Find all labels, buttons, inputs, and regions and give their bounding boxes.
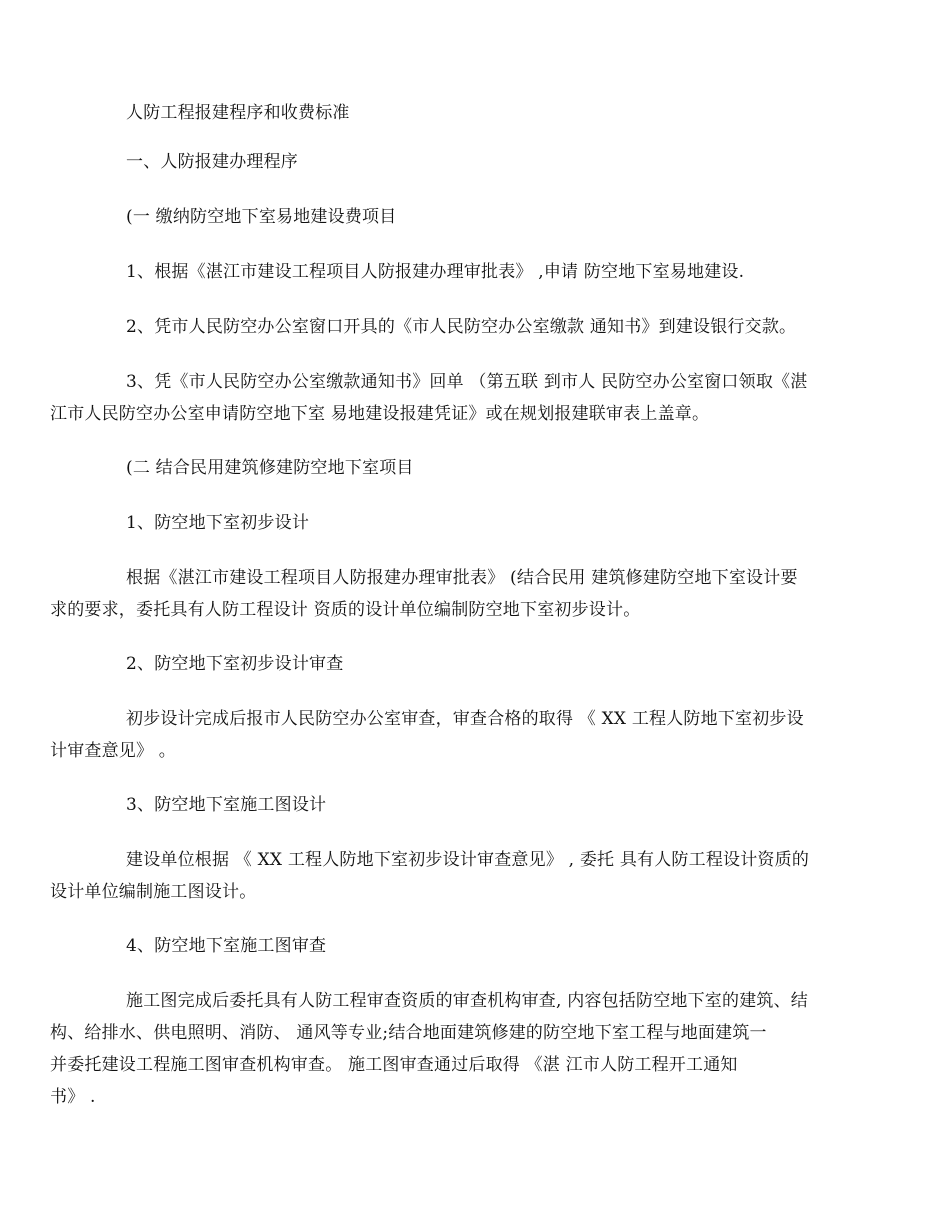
- paragraph-7-line-2: 构、给排水、供电照明、消防、 通风等专业;结合地面建筑修建的防空地下室工程与地面建筑一: [50, 1023, 767, 1043]
- subsection-heading-1: (一 缴纳防空地下室易地建设费项目: [126, 207, 397, 227]
- subsection-heading-2: (二 结合民用建筑修建防空地下室项目: [126, 458, 414, 478]
- paragraph-5: [50, 703, 863, 767]
- paragraph-4-line-1: 根据《湛江市建设工程项目人防报建办理审批表》 (结合民用 建筑修建防空地下室设计要: [126, 568, 798, 588]
- paragraph-3: [50, 366, 863, 430]
- paragraph-6-line-2: 设计单位编制施工图设计。: [50, 882, 257, 902]
- paragraph-7: [50, 985, 863, 1113]
- paragraph-6-line-1: 建设单位根据 《 XX 工程人防地下室初步设计审查意见》 , 委托 具有人防工程设计资质的: [126, 850, 810, 870]
- paragraph-7-line-1: 施工图完成后委托具有人防工程审查资质的审查机构审查, 内容包括防空地下室的建筑、结: [126, 991, 809, 1011]
- paragraph-5-line-1: 初步设计完成后报市人民防空办公室审查，审查合格的取得 《 XX 工程人防地下室初步设: [126, 709, 804, 729]
- paragraph-3-line-2: 江市人民防空办公室申请防空地下室 易地建设报建凭证》或在规划报建联审表上盖章。: [50, 404, 710, 424]
- paragraph-1: 1、根据《湛江市建设工程项目人防报建办理审批表》 ,申请 防空地下室易地建设.: [126, 262, 745, 282]
- heading-construction-design: 3、防空地下室施工图设计: [126, 795, 327, 815]
- heading-preliminary-design: 1、防空地下室初步设计: [126, 513, 310, 533]
- heading-construction-review: 4、防空地下室施工图审查: [126, 936, 327, 956]
- paragraph-2: 2、凭市人民防空办公室窗口开具的《市人民防空办公室缴款 通知书》到建设银行交款。: [126, 317, 797, 337]
- paragraph-4: [50, 562, 863, 626]
- paragraph-7-line-4: 书》 .: [50, 1087, 96, 1107]
- section-heading-1: 一、人防报建办理程序: [126, 152, 298, 172]
- paragraph-5-line-2: 计审查意见》 。: [50, 741, 177, 761]
- paragraph-3-line-1: 3、凭《市人民防空办公室缴款通知书》回单 （第五联 到市人 民防空办公室窗口领取《湛: [126, 372, 808, 392]
- paragraph-6: [50, 844, 863, 908]
- heading-preliminary-review: 2、防空地下室初步设计审查: [126, 654, 344, 674]
- paragraph-4-line-2: 求的要求，委托具有人防工程设计 资质的设计单位编制防空地下室初步设计。: [50, 600, 641, 620]
- paragraph-7-line-3: 并委托建设工程施工图审查机构审查。 施工图审查通过后取得 《湛 江市人防工程开工通知: [50, 1055, 738, 1075]
- document-title: 人防工程报建程序和收费标准: [126, 103, 350, 123]
